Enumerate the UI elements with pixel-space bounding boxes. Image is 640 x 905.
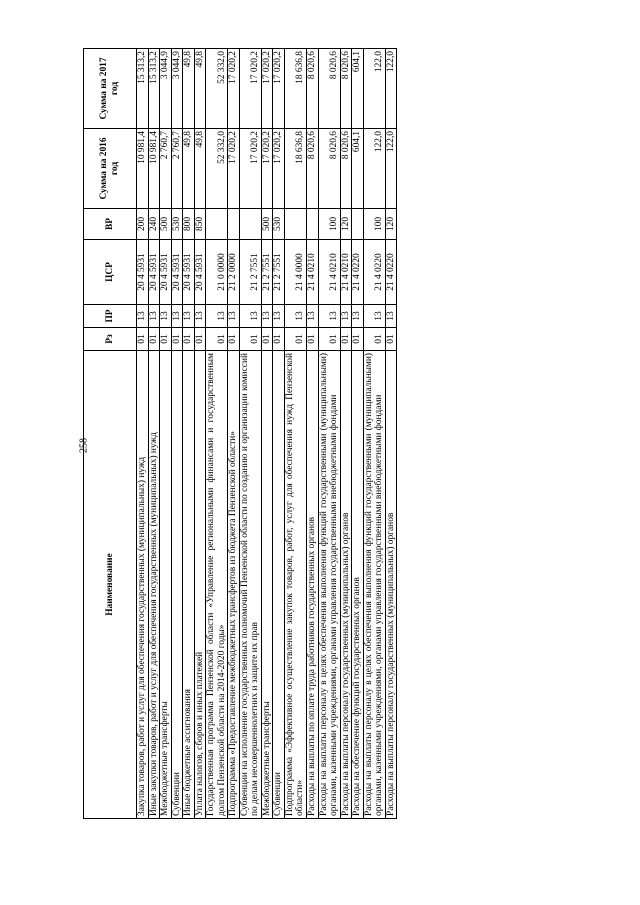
header-sum-2017: Сумма на 2017 год: [84, 49, 137, 129]
table-row: [183, 49, 195, 819]
cell-name: Расходы на выплаты персоналу государственных (муниципальных) органов: [340, 351, 352, 819]
table-row: [352, 49, 364, 819]
table-row: [385, 49, 397, 819]
cell-rz: 01: [273, 328, 285, 351]
cell-vr: [206, 209, 228, 240]
cell-pr: 13: [385, 305, 397, 328]
table-row: [206, 49, 228, 819]
header-pr: ПР: [84, 305, 137, 328]
cell-pr: 13: [194, 305, 206, 328]
cell-rz: 01: [385, 328, 397, 351]
cell-name: Расходы на выплаты по оплате труда работников государственных органов: [306, 351, 318, 819]
cell-rz: 01: [160, 328, 172, 351]
cell-sum-2016: 10 981,4: [148, 129, 160, 209]
cell-rz: 01: [228, 328, 240, 351]
header-rz: Рз: [84, 328, 137, 351]
cell-sum-2016: 604,1: [352, 129, 364, 209]
cell-pr: 13: [273, 305, 285, 328]
cell-pr: 13: [340, 305, 352, 328]
cell-pr: 13: [239, 305, 261, 328]
cell-sum-2016: 52 332,0: [206, 129, 228, 209]
cell-sum-2017: 17 020,2: [261, 49, 273, 129]
cell-sum-2016: 49,8: [183, 129, 195, 209]
cell-sum-2016: 49,8: [194, 129, 206, 209]
cell-rz: 01: [183, 328, 195, 351]
cell-vr: 500: [160, 209, 172, 240]
table-header-row: [84, 49, 137, 819]
cell-sum-2016: 2 760,7: [171, 129, 183, 209]
cell-pr: 13: [363, 305, 385, 328]
budget-table: [83, 48, 397, 819]
cell-vr: 200: [137, 209, 149, 240]
cell-sum-2017: 3 044,9: [171, 49, 183, 129]
cell-name: Подпрограмма «Эффективное осуществление закупок товаров, работ, услуг для обеспечения нужд Пензенской области»: [284, 351, 306, 819]
cell-sum-2017: 8 020,6: [306, 49, 318, 129]
cell-sum-2017: 122,0: [363, 49, 385, 129]
table-row: [284, 49, 306, 819]
cell-csr: 21 4 0210: [340, 240, 352, 305]
cell-sum-2016: 122,0: [363, 129, 385, 209]
cell-vr: 850: [194, 209, 206, 240]
cell-sum-2017: 604,1: [352, 49, 364, 129]
table-row: [318, 49, 340, 819]
cell-vr: 800: [183, 209, 195, 240]
cell-csr: 21 4 0000: [284, 240, 306, 305]
cell-csr: 21 2 7551: [239, 240, 261, 305]
cell-sum-2017: 49,8: [183, 49, 195, 129]
cell-sum-2016: 17 020,2: [261, 129, 273, 209]
cell-pr: 13: [137, 305, 149, 328]
cell-name: Межбюджетные трансферты: [160, 351, 172, 819]
cell-pr: 13: [148, 305, 160, 328]
cell-name: Государственная программа Пензенской области «Управление региональными финансами и государственным долгом Пензенской области на 2014-2020 годы»: [206, 351, 228, 819]
table-row: [148, 49, 160, 819]
cell-rz: 01: [363, 328, 385, 351]
cell-sum-2017: 15 313,2: [148, 49, 160, 129]
cell-sum-2016: 18 636,8: [284, 129, 306, 209]
header-name: Наименование: [84, 351, 137, 819]
cell-rz: 01: [352, 328, 364, 351]
cell-vr: 100: [363, 209, 385, 240]
cell-rz: 01: [194, 328, 206, 351]
table-row: [228, 49, 240, 819]
cell-pr: 13: [228, 305, 240, 328]
cell-rz: 01: [340, 328, 352, 351]
cell-name: Иные бюджетные ассигнования: [183, 351, 195, 819]
cell-sum-2016: 8 020,6: [340, 129, 352, 209]
cell-sum-2017: 17 020,2: [273, 49, 285, 129]
cell-csr: 20 4 5931: [183, 240, 195, 305]
table-row: [273, 49, 285, 819]
table-row: [194, 49, 206, 819]
cell-rz: 01: [148, 328, 160, 351]
cell-sum-2017: 8 020,6: [318, 49, 340, 129]
cell-csr: 20 4 5931: [137, 240, 149, 305]
cell-vr: 120: [340, 209, 352, 240]
cell-sum-2016: 17 020,2: [228, 129, 240, 209]
cell-pr: 13: [183, 305, 195, 328]
cell-name: Субвенции: [171, 351, 183, 819]
cell-csr: 21 4 0210: [318, 240, 340, 305]
cell-csr: 20 4 5931: [171, 240, 183, 305]
table-row: [306, 49, 318, 819]
cell-name: Субвенции на исполнение государственных полномочий Пензенской области по созданию и организации комиссий по делам несовершеннолетних и защите их прав: [239, 351, 261, 819]
cell-name: Иные закупки товаров, работ и услуг для обеспечения государственных (муниципальных) нужд: [148, 351, 160, 819]
cell-vr: 500: [261, 209, 273, 240]
cell-sum-2017: 17 020,2: [239, 49, 261, 129]
page-number: 258: [78, 438, 90, 453]
table-row: [340, 49, 352, 819]
cell-csr: 21 4 0220: [363, 240, 385, 305]
cell-name: Расходы на выплаты персоналу в целях обеспечения выполнения функций государственными (муниципальными) органами, казенными учреждениями, органами управления государственными внебюджетными фондами: [318, 351, 340, 819]
cell-vr: 530: [273, 209, 285, 240]
cell-name: Межбюджетные трансферты: [261, 351, 273, 819]
cell-csr: 21 0 0000: [206, 240, 228, 305]
cell-vr: [284, 209, 306, 240]
cell-sum-2017: 49,8: [194, 49, 206, 129]
cell-csr: 20 4 5931: [148, 240, 160, 305]
cell-vr: 120: [385, 209, 397, 240]
cell-csr: 21 4 0210: [306, 240, 318, 305]
cell-vr: 240: [148, 209, 160, 240]
cell-pr: 13: [318, 305, 340, 328]
cell-sum-2017: 122,0: [385, 49, 397, 129]
table-row: [171, 49, 183, 819]
table-row: [363, 49, 385, 819]
cell-sum-2017: 8 020,6: [340, 49, 352, 129]
cell-pr: 13: [352, 305, 364, 328]
cell-vr: [239, 209, 261, 240]
cell-vr: [228, 209, 240, 240]
cell-name: Расходы на обеспечение функций государственных органов: [352, 351, 364, 819]
cell-name: Расходы на выплаты персоналу государственных (муниципальных) органов: [385, 351, 397, 819]
cell-rz: 01: [239, 328, 261, 351]
cell-rz: 01: [318, 328, 340, 351]
header-vr: ВР: [84, 209, 137, 240]
cell-sum-2016: 8 020,6: [306, 129, 318, 209]
cell-sum-2017: 52 332,0: [206, 49, 228, 129]
cell-vr: 530: [171, 209, 183, 240]
table-row: [239, 49, 261, 819]
cell-rz: 01: [137, 328, 149, 351]
cell-rz: 01: [171, 328, 183, 351]
cell-csr: 21 4 0220: [352, 240, 364, 305]
table-row: [261, 49, 273, 819]
cell-sum-2016: 8 020,6: [318, 129, 340, 209]
cell-pr: 13: [206, 305, 228, 328]
cell-name: Подпрограмма «Предоставление межбюджетных трансфертов из бюджета Пензенской области»: [228, 351, 240, 819]
header-sum-2016: Сумма на 2016 год: [84, 129, 137, 209]
cell-name: Субвенции: [273, 351, 285, 819]
cell-csr: 21 4 0220: [385, 240, 397, 305]
cell-pr: 13: [306, 305, 318, 328]
cell-name: Расходы на выплаты персоналу в целях обеспечения выполнения функций государственными (муниципальными) органами, казенными учреждениями, органами управления государственными внебюджетными фондами: [363, 351, 385, 819]
cell-sum-2016: 10 981,4: [137, 129, 149, 209]
cell-pr: 13: [284, 305, 306, 328]
cell-sum-2016: 2 760,7: [160, 129, 172, 209]
cell-rz: 01: [306, 328, 318, 351]
cell-sum-2016: 17 020,2: [273, 129, 285, 209]
cell-rz: 01: [261, 328, 273, 351]
cell-sum-2017: 17 020,2: [228, 49, 240, 129]
cell-csr: 21 2 0000: [228, 240, 240, 305]
cell-pr: 13: [160, 305, 172, 328]
rotated-page-content: [83, 49, 538, 819]
table-row: [160, 49, 172, 819]
cell-name: Закупка товаров, работ и услуг для обеспечения государственных (муниципальных) нужд: [137, 351, 149, 819]
cell-csr: 21 2 7551: [273, 240, 285, 305]
cell-rz: 01: [284, 328, 306, 351]
cell-sum-2016: 122,0: [385, 129, 397, 209]
cell-name: Уплата налогов, сборов и иных платежей: [194, 351, 206, 819]
cell-sum-2017: 18 636,8: [284, 49, 306, 129]
cell-vr: [306, 209, 318, 240]
cell-csr: 20 4 5931: [194, 240, 206, 305]
cell-pr: 13: [261, 305, 273, 328]
cell-vr: 100: [318, 209, 340, 240]
header-csr: ЦСР: [84, 240, 137, 305]
cell-sum-2017: 3 044,9: [160, 49, 172, 129]
cell-csr: 21 2 7551: [261, 240, 273, 305]
cell-sum-2017: 15 313,2: [137, 49, 149, 129]
cell-rz: 01: [206, 328, 228, 351]
cell-pr: 13: [171, 305, 183, 328]
cell-csr: 20 4 5931: [160, 240, 172, 305]
cell-sum-2016: 17 020,2: [239, 129, 261, 209]
table-row: [137, 49, 149, 819]
cell-vr: [352, 209, 364, 240]
